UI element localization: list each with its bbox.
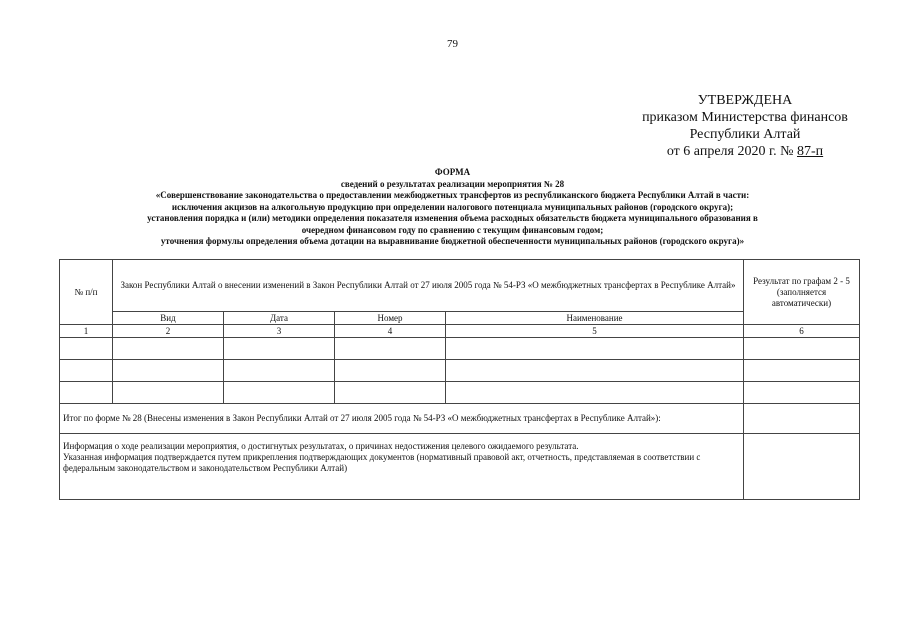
- header-type: Вид: [113, 312, 224, 325]
- form-title-line: «Совершенствование законодательства о предоставлении межбюджетных трансфертов из республиканского бюджета Республики Алтай в части:: [155, 190, 750, 200]
- column-numbers-row: [60, 325, 860, 338]
- table-row: [60, 382, 860, 404]
- table-header-row: [60, 260, 860, 312]
- approval-title: УТВЕРЖДЕНА: [697, 93, 793, 108]
- approval-date-prefix: от 6 апреля 2020 г. №: [666, 144, 797, 159]
- page-number: 79: [447, 38, 458, 50]
- table-cell[interactable]: [335, 382, 446, 404]
- table-row: [60, 338, 860, 360]
- form-title-line: уточнения формулы определения объема дотации на выравнивание бюджетной обеспеченности муниципальных районов (городского округа)»: [160, 236, 745, 246]
- approval-date: [585, 143, 905, 160]
- header-number: Номер: [335, 312, 446, 325]
- header-name: Наименование: [446, 312, 744, 325]
- table-cell[interactable]: [446, 338, 744, 360]
- form-title-line: исключения акцизов на алкогольную продукцию при определении налогового потенциала муниципальных районов (городского округа);: [171, 201, 734, 212]
- info-line: Информация о ходе реализации мероприятия, о достигнутых результатах, о причинах недостижения целевого ожидаемого результата.: [63, 441, 579, 451]
- column-number: 4: [335, 325, 446, 338]
- header-date: Дата: [224, 312, 335, 325]
- header-result: Результат по графам 2 - 5 (заполняется автоматически): [744, 260, 860, 325]
- approval-stamp: [585, 92, 905, 160]
- table-cell[interactable]: [744, 360, 860, 382]
- order-number: 87-п: [796, 144, 824, 159]
- table-cell[interactable]: [446, 360, 744, 382]
- table-cell[interactable]: [744, 382, 860, 404]
- table-cell[interactable]: [224, 360, 335, 382]
- header-num: № п/п: [60, 260, 113, 325]
- form-title-line: установления порядка и (или) методики определения показателя изменения объема расходных обязательств бюджета муниципального образования в: [147, 213, 758, 223]
- table-cell[interactable]: [60, 360, 113, 382]
- table-cell[interactable]: [446, 382, 744, 404]
- table-cell[interactable]: [113, 360, 224, 382]
- info-value-cell[interactable]: [744, 434, 860, 500]
- total-label: Итог по форме № 28 (Внесены изменения в Закон Республики Алтай от 27 июля 2005 года № 54-РЗ «О межбюджетных трансфертах в Республике Алтай»):: [60, 404, 744, 434]
- form-title: [55, 167, 850, 248]
- table-cell[interactable]: [224, 338, 335, 360]
- table-cell[interactable]: [113, 338, 224, 360]
- report-table: [59, 259, 860, 500]
- table-cell[interactable]: [224, 382, 335, 404]
- total-value-cell[interactable]: [744, 404, 860, 434]
- info-line: Указанная информация подтверждается путем прикрепления подтверждающих документов (нормативный правовой акт, отчетность, представляемая в соответствии с федеральным законодательством и законодательством Республики Алтай): [63, 452, 701, 473]
- table-cell[interactable]: [335, 360, 446, 382]
- form-title-line: очередном финансовом году по сравнению с текущим финансовым годом;: [301, 224, 604, 235]
- column-number: 5: [446, 325, 744, 338]
- table-subheader-row: [60, 312, 860, 325]
- info-text: [60, 434, 744, 500]
- column-number: 2: [113, 325, 224, 338]
- column-number: 6: [744, 325, 860, 338]
- form-title-subheading: сведений о результатах реализации мероприятия № 28: [340, 178, 565, 189]
- approval-issuer: приказом Министерства финансов: [642, 110, 848, 125]
- column-number: 3: [224, 325, 335, 338]
- total-row: [60, 404, 860, 434]
- approval-region: Республики Алтай: [689, 127, 801, 142]
- table-cell[interactable]: [60, 338, 113, 360]
- column-number: 1: [60, 325, 113, 338]
- table-cell[interactable]: [60, 382, 113, 404]
- table-cell[interactable]: [744, 338, 860, 360]
- table-cell[interactable]: [335, 338, 446, 360]
- form-title-heading: ФОРМА: [434, 167, 471, 177]
- info-row: [60, 434, 860, 500]
- table-row: [60, 360, 860, 382]
- table-cell[interactable]: [113, 382, 224, 404]
- header-law: Закон Республики Алтай о внесении изменений в Закон Республики Алтай от 27 июля 2005 года № 54-РЗ «О межбюджетных трансфертах в Республике Алтай»: [113, 260, 744, 312]
